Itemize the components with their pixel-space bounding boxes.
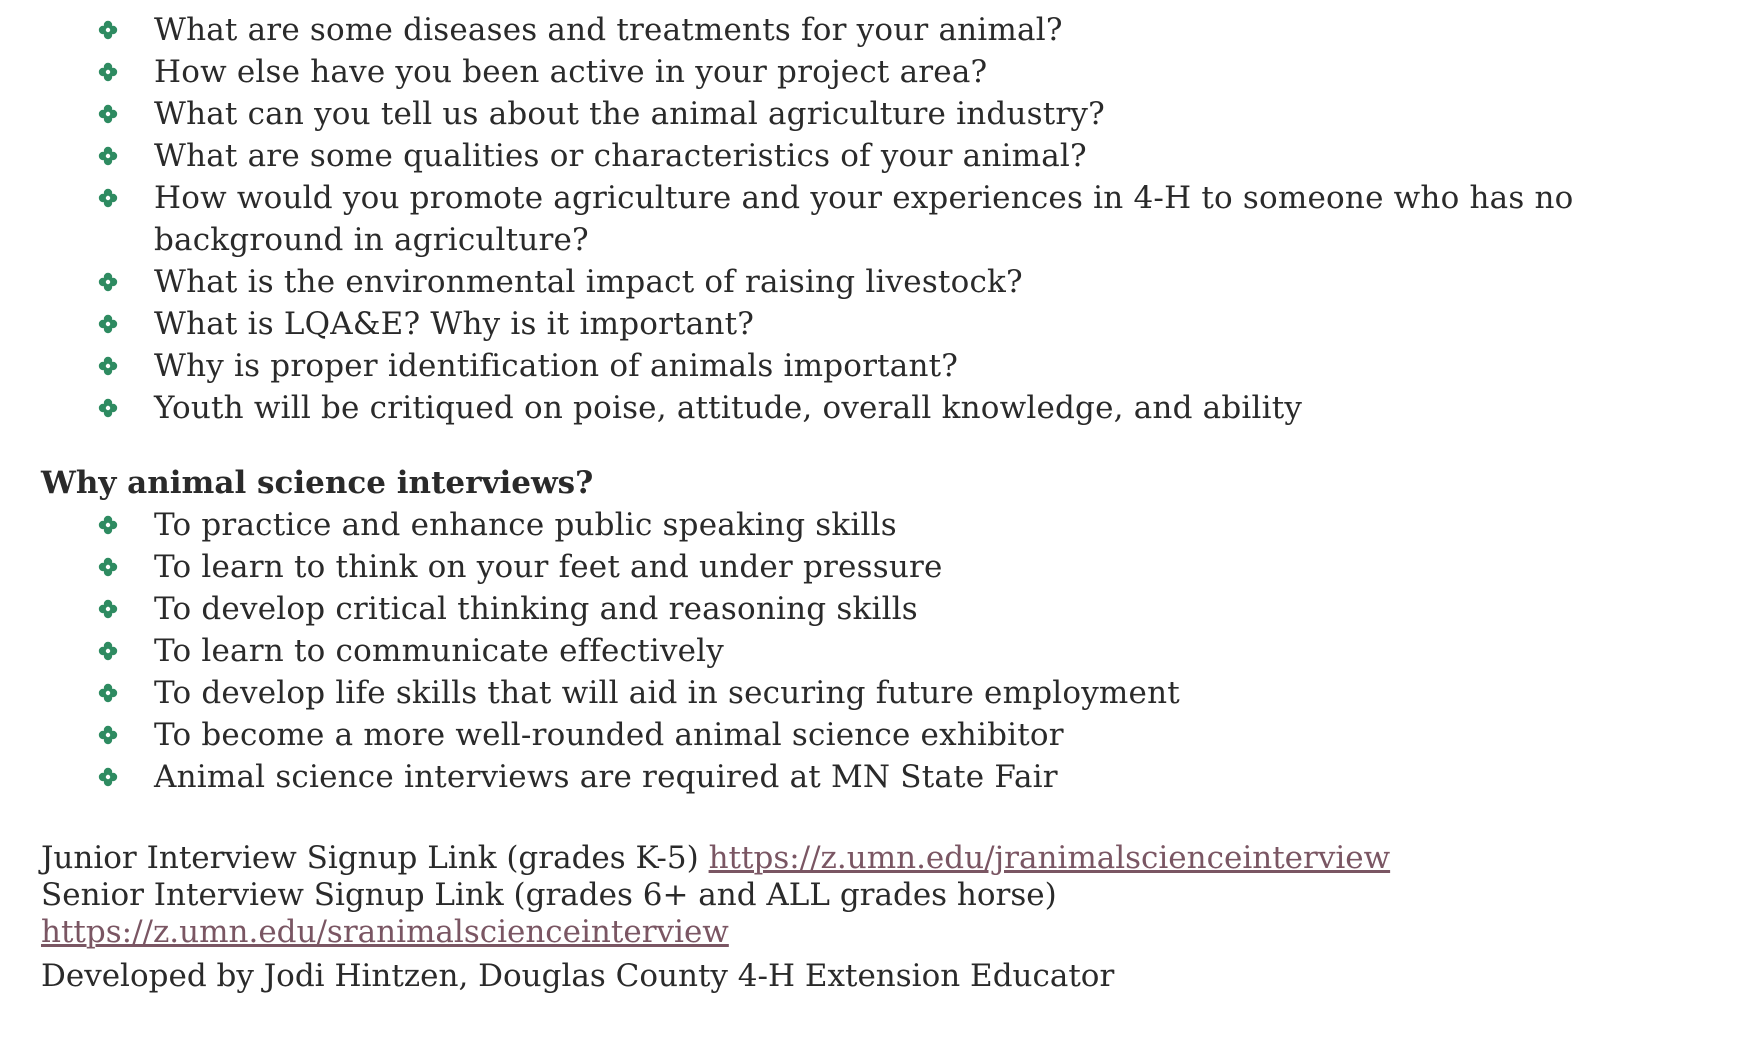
list-item — [0, 135, 1750, 177]
interview-questions-list — [0, 9, 1750, 429]
junior-signup-line — [41, 840, 1750, 877]
senior-signup-line — [41, 877, 1750, 951]
signup-links — [41, 840, 1750, 951]
list-item — [0, 345, 1750, 387]
clover-bullet-icon — [98, 356, 118, 376]
question-text: What is the environmental impact of raising livestock? — [154, 264, 1023, 300]
author-credit: Developed by Jodi Hintzen, Douglas County 4-H Extension Educator — [41, 958, 1115, 994]
clover-bullet-icon — [98, 314, 118, 334]
clover-bullet-icon — [98, 515, 118, 535]
junior-signup-label: Junior Interview Signup Link (grades K-5) — [41, 840, 699, 876]
clover-bullet-icon — [98, 641, 118, 661]
clover-bullet-icon — [98, 398, 118, 418]
question-text: What can you tell us about the animal agriculture industry? — [154, 96, 1105, 132]
list-item — [0, 546, 1750, 588]
question-text: Youth will be critiqued on poise, attitude, overall knowledge, and ability — [154, 390, 1303, 426]
clover-bullet-icon — [98, 104, 118, 124]
list-item — [0, 672, 1750, 714]
clover-bullet-icon — [98, 20, 118, 40]
question-text: How else have you been active in your project area? — [154, 54, 988, 90]
list-item — [0, 177, 1750, 261]
section-heading: Why animal science interviews? — [41, 465, 594, 501]
list-item — [0, 588, 1750, 630]
reason-text: To develop critical thinking and reasoning skills — [154, 591, 918, 627]
list-item — [0, 387, 1750, 429]
clover-bullet-icon — [98, 725, 118, 745]
question-text: What are some qualities or characteristics of your animal? — [154, 138, 1087, 174]
list-item — [0, 303, 1750, 345]
reason-text: Animal science interviews are required at MN State Fair — [154, 759, 1058, 795]
reason-text: To learn to communicate effectively — [154, 633, 724, 669]
reasons-list — [0, 504, 1750, 798]
list-item — [0, 93, 1750, 135]
list-item — [0, 51, 1750, 93]
senior-signup-link[interactable]: https://z.umn.edu/sranimalscienceinterview — [41, 914, 729, 950]
clover-bullet-icon — [98, 599, 118, 619]
question-text: What is LQA&E? Why is it important? — [154, 306, 755, 342]
list-item — [0, 756, 1750, 798]
clover-bullet-icon — [98, 62, 118, 82]
clover-bullet-icon — [98, 188, 118, 208]
question-text: How would you promote agriculture and your experiences in 4-H to someone who has no background in agriculture? — [154, 180, 1574, 258]
list-item — [0, 630, 1750, 672]
clover-bullet-icon — [98, 683, 118, 703]
reason-text: To learn to think on your feet and under pressure — [154, 549, 943, 585]
list-item — [0, 261, 1750, 303]
clover-bullet-icon — [98, 557, 118, 577]
question-text: Why is proper identification of animals important? — [154, 348, 959, 384]
senior-signup-label: Senior Interview Signup Link (grades 6+ and ALL grades horse) — [41, 877, 1057, 913]
clover-bullet-icon — [98, 146, 118, 166]
question-text: What are some diseases and treatments for your animal? — [154, 12, 1063, 48]
reason-text: To become a more well-rounded animal science exhibitor — [154, 717, 1064, 753]
list-item — [0, 9, 1750, 51]
reason-text: To practice and enhance public speaking skills — [154, 507, 897, 543]
list-item — [0, 504, 1750, 546]
clover-bullet-icon — [98, 767, 118, 787]
reason-text: To develop life skills that will aid in securing future employment — [154, 675, 1180, 711]
junior-signup-link[interactable]: https://z.umn.edu/jranimalscienceinterview — [708, 840, 1391, 876]
clover-bullet-icon — [98, 272, 118, 292]
list-item — [0, 714, 1750, 756]
